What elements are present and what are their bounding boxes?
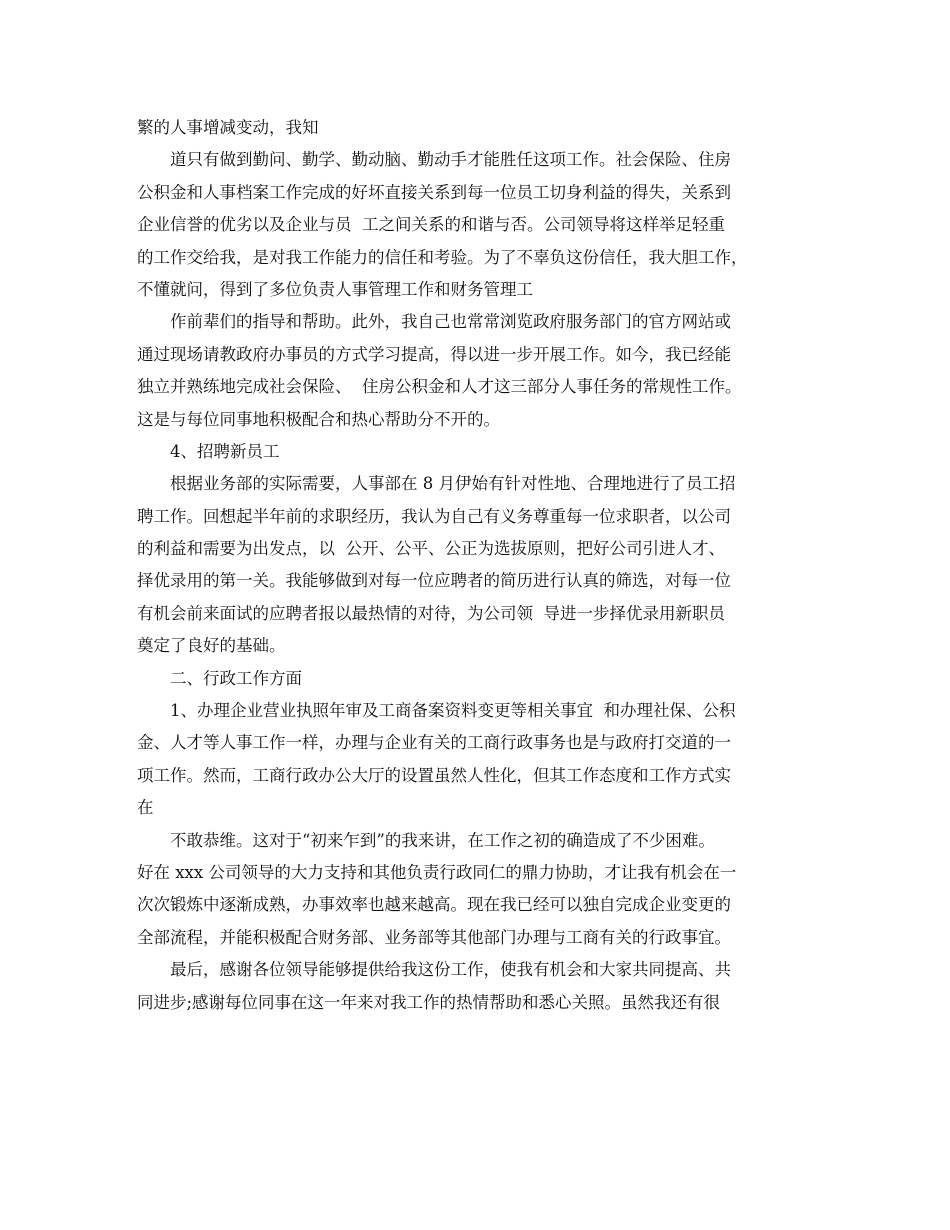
text-line: 企业信誉的优劣以及企业与员 工之间关系的和谐与否。公司领导将这样举足轻重 <box>137 215 725 235</box>
text-line: 奠定了良好的基础。 <box>137 636 286 656</box>
text-line: 公积金和人事档案工作完成的好坏直接关系到每一位员工切身利益的得失，关系到 <box>137 182 731 202</box>
text-line: 这是与每位同事地积极配合和热心帮助分不开的。 <box>137 409 500 429</box>
document-body <box>137 112 827 1019</box>
text-line: 最后，感谢各位领导能够提供给我这份工作，使我有机会和大家共同提高、共 <box>170 960 731 980</box>
text-line: 二、行政工作方面 <box>170 668 302 688</box>
text-line: 作前辈们的指导和帮助。此外，我自己也常常浏览政府服务部门的官方网站或 <box>170 312 731 332</box>
text-line: 金、人才等人事工作一样，办理与企业有关的工商行政事务也是与政府打交道的一 <box>137 733 731 753</box>
text-line: 次次锻炼中逐渐成熟，办事效率也越来越高。现在我已经可以独自完成企业变更的 <box>137 895 731 915</box>
text-line: 择优录用的第一关。我能够做到对每一位应聘者的简历进行认真的筛选，对每一位 <box>137 571 731 591</box>
text-line: 的利益和需要为出发点，以 公开、公平、公正为选拔原则，把好公司引进人才、 <box>137 539 725 559</box>
text-line: 的工作交给我，是对我工作能力的信任和考验。为了不辜负这份信任，我大胆工作， <box>137 247 748 267</box>
text-line: 在 <box>137 798 154 818</box>
text-line: 繁的人事增减变动，我知 <box>137 118 319 137</box>
text-line: 有机会前来面试的应聘者报以最热情的对待，为公司领 导进一步择优录用新职员 <box>137 603 725 623</box>
text-line: 1、办理企业营业执照年审及工商备案资料变更等相关事宜 和办理社保、公积 <box>170 701 736 721</box>
text-line: 通过现场请教政府办事员的方式学习提高，得以进一步开展工作。如今，我已经能 <box>137 344 731 364</box>
text-line: 不懂就问，得到了多位负责人事管理工作和财务管理工 <box>137 279 533 299</box>
text-line: 聘工作。回想起半年前的求职经历，我认为自己有义务尊重每一位求职者，以公司 <box>137 506 731 526</box>
text-line: 同进步;感谢每位同事在这一年来对我工作的热情帮助和悉心关照。虽然我还有很 <box>137 992 721 1012</box>
text-line: 道只有做到勤问、勤学、勤动脑、勤动手才能胜任这项工作。社会保险、住房 <box>170 150 731 170</box>
text-line: 4、招聘新员工 <box>170 441 280 461</box>
text-line: 项工作。然而，工商行政办公大厅的设置虽然人性化，但其工作态度和工作方式实 <box>137 765 731 785</box>
text-line: 根据业务部的实际需要，人事部在 8 月伊始有针对性地、合理地进行了员工招 <box>170 474 736 494</box>
text-line: 独立并熟练地完成社会保险、 住房公积金和人才这三部分人事任务的常规性工作。 <box>137 377 742 397</box>
text-line: 不敢恭维。这对于“初来乍到”的我来讲，在工作之初的确造成了不少困难。 <box>170 830 715 850</box>
text-line: 全部流程，并能积极配合财务部、业务部等其他部门办理与工商有关的行政事宜。 <box>137 927 731 947</box>
text-line: 好在 xxx 公司领导的大力支持和其他负责行政同仁的鼎力协助，才让我有机会在一 <box>137 862 737 882</box>
